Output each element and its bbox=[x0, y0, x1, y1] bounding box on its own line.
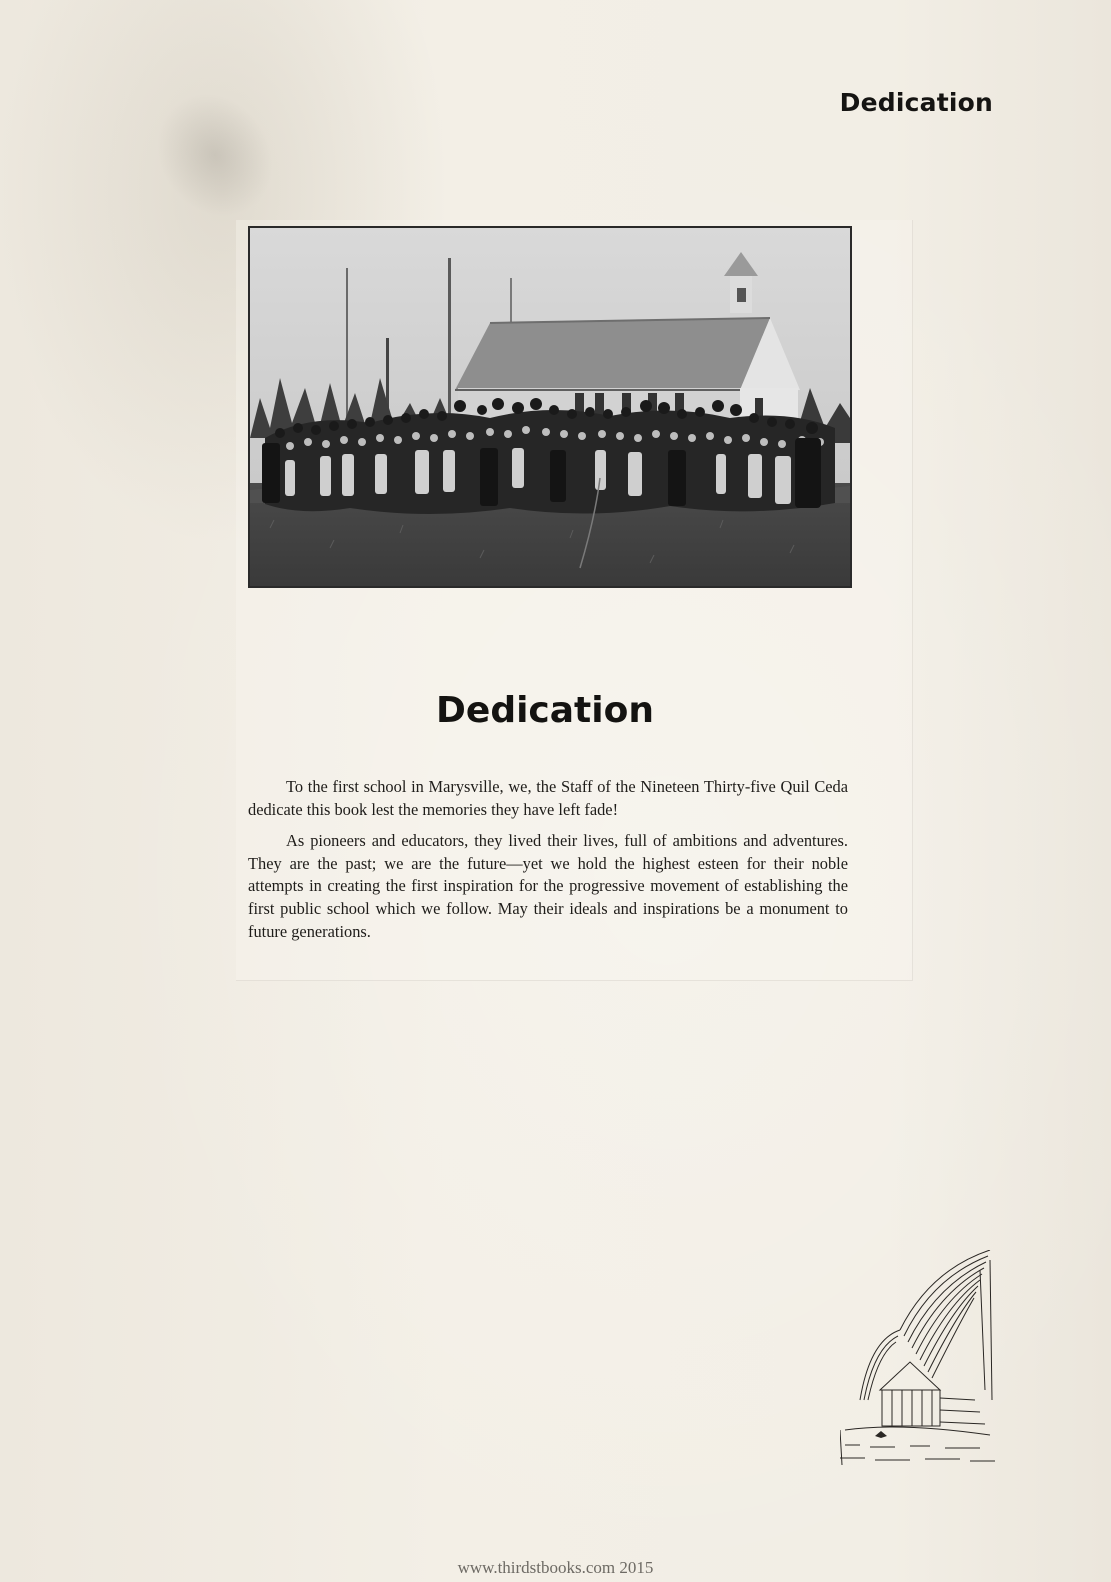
dedication-paragraph-1: To the first school in Marysville, we, the Staff of the Nineteen Thirty-five Quil Ceda dedicate this book lest the memories they have left fade! bbox=[248, 777, 848, 819]
page-title: Dedication bbox=[436, 690, 654, 731]
school-photo bbox=[248, 226, 852, 588]
cabin-sketch-illustration bbox=[840, 1250, 1000, 1470]
dedication-paragraph-2: As pioneers and educators, they lived their lives, full of ambitions and adventures. They are the past; we are the future—yet we hold the highest esteen for their noble attempts in creating the first inspiration for the progressive movement of establishing the first public school which we follow. May their ideals and inspirations be a monument to future generations. bbox=[248, 831, 848, 941]
watermark-footer: www.thirdstbooks.com 2015 bbox=[457, 1558, 654, 1577]
running-head: Dedication bbox=[839, 88, 993, 117]
school-photo-illustration bbox=[250, 228, 850, 586]
paper-smudge bbox=[133, 70, 298, 240]
dedication-text bbox=[248, 776, 848, 952]
cabin-sketch bbox=[840, 1250, 1000, 1470]
